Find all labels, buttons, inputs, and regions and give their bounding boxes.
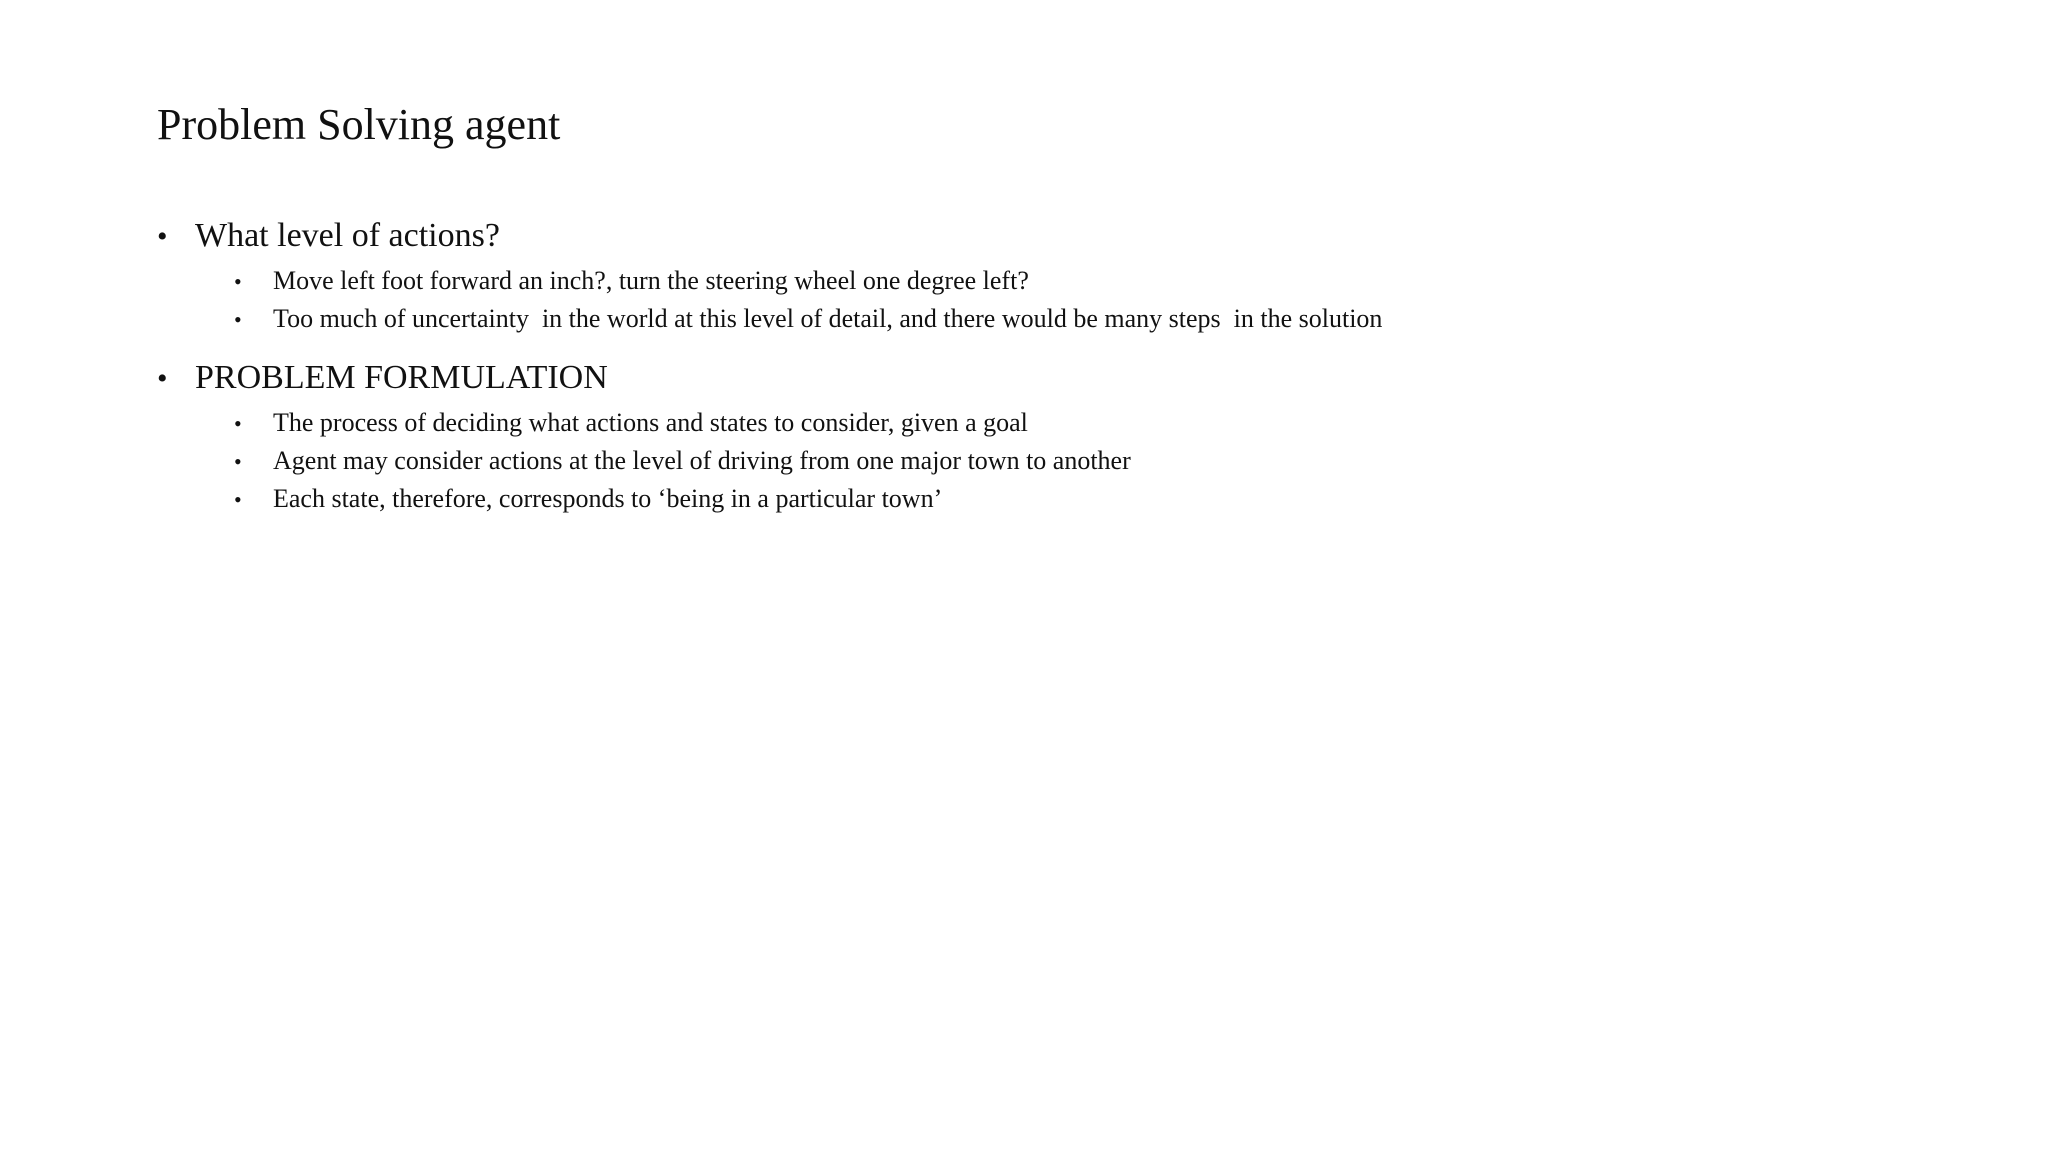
bullet-item	[157, 210, 1977, 262]
bullet-icon: •	[157, 220, 168, 253]
bullet-icon: •	[234, 449, 242, 474]
bullet-icon: •	[157, 362, 168, 395]
slide-content	[157, 210, 1977, 532]
sub-bullet-item	[234, 262, 1977, 300]
slide-title: Problem Solving agent	[157, 100, 561, 149]
sub-bullet-list	[157, 404, 1977, 518]
bullet-icon: •	[234, 411, 242, 436]
sub-bullet-item	[234, 404, 1977, 442]
sub-bullet-text: Too much of uncertainty in the world at this level of detail, and there would be many steps in the solution	[273, 304, 1383, 333]
bullet-icon: •	[234, 307, 242, 332]
sub-bullet-text: The process of deciding what actions and states to consider, given a goal	[273, 408, 1028, 437]
bullet-icon: •	[234, 487, 242, 512]
sub-bullet-item	[234, 300, 1977, 338]
sub-bullet-item	[234, 442, 1977, 480]
sub-bullet-text: Each state, therefore, corresponds to ‘being in a particular town’	[273, 484, 943, 513]
bullet-heading: What level of actions?	[195, 217, 500, 254]
sub-bullet-text: Agent may consider actions at the level of driving from one major town to another	[273, 446, 1131, 475]
sub-bullet-text: Move left foot forward an inch?, turn the steering wheel one degree left?	[273, 266, 1029, 295]
bullet-item	[157, 352, 1977, 404]
sub-bullet-list	[157, 262, 1977, 338]
section-problem-formulation	[157, 352, 1977, 518]
sub-bullet-item	[234, 480, 1977, 518]
section-action-level	[157, 210, 1977, 338]
bullet-heading: PROBLEM FORMULATION	[195, 359, 608, 396]
bullet-icon: •	[234, 269, 242, 294]
